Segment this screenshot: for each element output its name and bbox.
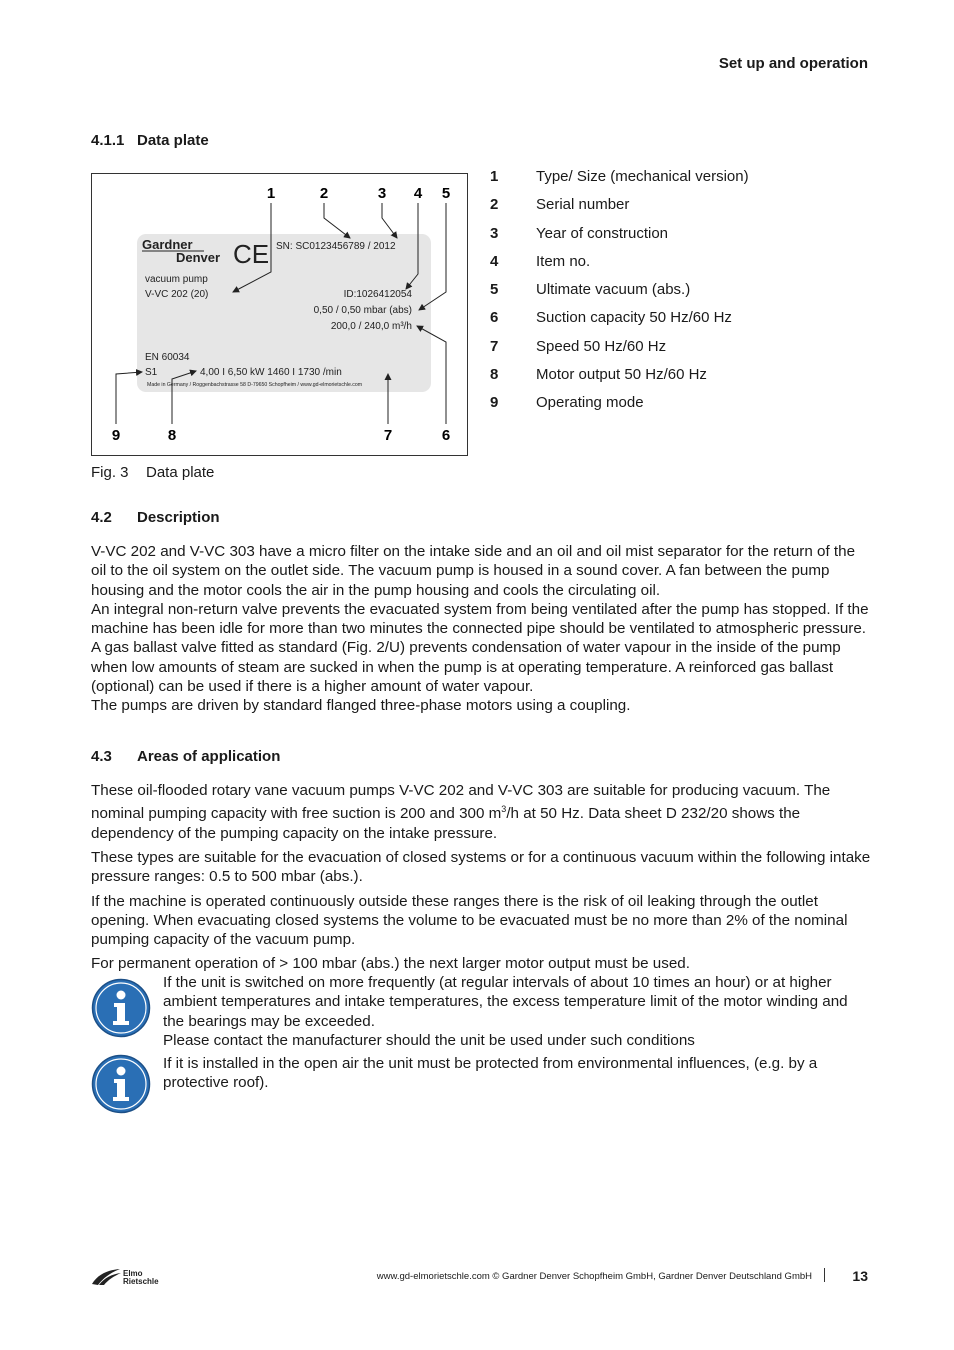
legend-number: 7 [490, 337, 499, 355]
data-plate-figure [91, 173, 468, 456]
legend-item [490, 225, 749, 253]
legend-text: Speed 50 Hz/60 Hz [536, 337, 667, 355]
note-text: If the unit is switched on more frequently (at regular intervals of about 10 times an hour) or at higher ambient temperatures and intake temperatures, the excess temperature limit of the motor winding and the bearings may be exceeded. [163, 974, 848, 1030]
paragraph: For permanent operation of > 100 mbar (abs.) the next larger motor output must be used. [91, 955, 690, 973]
legend-number: 2 [490, 196, 499, 214]
section-title: Description [137, 509, 220, 526]
swoosh-icon [90, 1266, 170, 1288]
paragraph: An integral non-return valve prevents the evacuated system from being ventilated after the pump has stopped. If the machine has been idle for more than two minutes the connected pipe should be ventilated to atmospheric pressure. [91, 600, 869, 638]
info-icon-1-wrap [91, 978, 151, 1043]
note-2 [163, 1054, 871, 1093]
plate-vacuum: 0,50 / 0,50 mbar (abs) [313, 305, 412, 316]
callout-1: 1 [266, 185, 276, 202]
plate-id: ID:1026412054 [343, 289, 412, 300]
callout-9: 9 [111, 427, 121, 444]
note-text: Please contact the manufacturer should the unit be used under such conditions [163, 1031, 695, 1049]
legend-item [490, 366, 749, 394]
legend-number: 8 [490, 366, 499, 384]
legend-number: 6 [490, 309, 499, 327]
info-icon [91, 1054, 151, 1114]
page-number: 13 [852, 1268, 868, 1284]
plate-mode: S1 [145, 367, 158, 378]
info-icon [91, 978, 151, 1038]
callout-5: 5 [441, 185, 451, 202]
footer-copyright [377, 1271, 812, 1282]
section-number: 4.3 [91, 748, 112, 765]
plate-brand-line1: Gardner [142, 237, 193, 252]
legend-text: Item no. [536, 252, 591, 270]
callout-2: 2 [319, 185, 329, 202]
section-number: 4.1.1 [91, 132, 125, 149]
legend-number: 5 [490, 281, 499, 299]
callout-4: 4 [413, 185, 423, 202]
legend-number: 1 [490, 168, 499, 185]
section-heading-4-2 [91, 509, 220, 526]
section-heading-4-1-1 [91, 132, 209, 149]
data-plate-drawing [92, 174, 467, 455]
figure-legend [490, 168, 749, 423]
legend-text: Motor output 50 Hz/60 Hz [536, 366, 707, 384]
legend-text: Serial number [536, 196, 630, 214]
legend-item [490, 253, 749, 281]
callout-6: 6 [441, 427, 451, 444]
legend-item [490, 168, 749, 196]
legend-item [490, 338, 749, 366]
section-number: 4.2 [91, 509, 112, 526]
figure-caption [91, 464, 214, 481]
plate-motor: 4,00 I 6,50 kW 1460 I 1730 /min [200, 367, 342, 378]
note-text: If it is installed in the open air the unit must be protected from environmental influences, (e.g. by a protective roof). [163, 1055, 818, 1092]
paragraph: The pumps are driven by standard flanged three-phase motors using a coupling. [91, 697, 631, 715]
section-heading-4-3 [91, 748, 280, 765]
callout-8: 8 [167, 427, 177, 444]
plate-type-line1: vacuum pump [145, 274, 208, 285]
paragraph: A gas ballast valve fitted as standard (Fig. 2/U) prevents condensation of water vapour in the inside of the pump when low amounts of steam are sucked in when the pump is at operating temperature. A reinforced gas ballast (optional) can be used if there is a higher amount of water vapour. [91, 639, 841, 696]
logo-line1: Elmo [123, 1269, 143, 1278]
running-header: Set up and operation [718, 55, 868, 72]
plate-capacity: 200,0 / 240,0 m³/h [330, 321, 412, 332]
plate-type-line2: V-VC 202 (20) [145, 289, 209, 300]
legend-text: Operating mode [536, 394, 644, 412]
section-title: Areas of application [137, 748, 281, 765]
info-icon-2-wrap [91, 1054, 151, 1119]
callout-3: 3 [377, 185, 387, 202]
description-body [91, 542, 871, 716]
plate-brand-line2: Denver [176, 250, 221, 265]
logo-line2: Rietschle [123, 1277, 159, 1286]
plate-made-in: Made in Germany / Roggenbachstrasse 58 D-79650 Schopfheim / www.gd-elmorietschle.com [147, 382, 363, 388]
callout-7: 7 [383, 427, 393, 444]
plate-serial: SN: SC0123456789 / 2012 [276, 241, 396, 252]
section-title: Data plate [137, 132, 209, 149]
legend-text: Type/ Size (mechanical version) [536, 168, 749, 185]
footer-url[interactable]: www.gd-elmorietschle.com [376, 1271, 490, 1282]
plate-standard: EN 60034 [145, 352, 190, 363]
paragraph: These types are suitable for the evacuation of closed systems or for a continuous vacuum within the following intake pressure ranges: 0.5 to 500 mbar (abs.). [91, 848, 871, 886]
figure-caption-text: Data plate [146, 464, 215, 481]
paragraph: These oil-flooded rotary vane vacuum pumps V-VC 202 and V-VC 303 are suitable for producing vacuum. The nominal pumping capacity with free suction is 200 and 300 $m^3/h$ at 50 Hz. Data sheet D 232/20 shows the dependency of the pumping capacity on the intake pressure. [91, 782, 831, 842]
note-1 [163, 973, 871, 1050]
paragraph: V-VC 202 and V-VC 303 have a micro filter on the intake side and an oil and oil mist separator for the return of the oil to the oil system on the outlet side. The vacuum pump is housed in a sound cover. A fan between the pump housing and the motor cools the air in the pump housing and cools the circulating oil. [91, 543, 856, 599]
legend-text: Year of construction [536, 224, 669, 242]
legend-item [490, 394, 749, 422]
legend-item [490, 281, 749, 309]
legend-item [490, 196, 749, 224]
footer-copyright-text: © Gardner Denver Schopfheim GmbH, Gardner Denver Deutschland GmbH [489, 1271, 812, 1282]
legend-number: 4 [490, 252, 499, 270]
legend-text: Ultimate vacuum (abs.) [536, 281, 691, 299]
paragraph: If the machine is operated continuously outside these ranges there is the risk of oil leaking through the outlet opening. When evacuating closed systems the volume to be evacuated must be no more than 2% of the nominal pumping capacity of the vacuum pump. [91, 892, 848, 949]
figure-label: Fig. 3 [91, 464, 129, 481]
application-body [91, 781, 871, 974]
legend-text: Suction capacity 50 Hz/60 Hz [536, 309, 732, 327]
ce-mark: CE [233, 239, 270, 269]
legend-number: 9 [490, 394, 499, 412]
legend-number: 3 [490, 224, 499, 242]
legend-item [490, 309, 749, 337]
elmo-rietschle-logo [90, 1266, 170, 1293]
footer-separator [824, 1268, 825, 1282]
